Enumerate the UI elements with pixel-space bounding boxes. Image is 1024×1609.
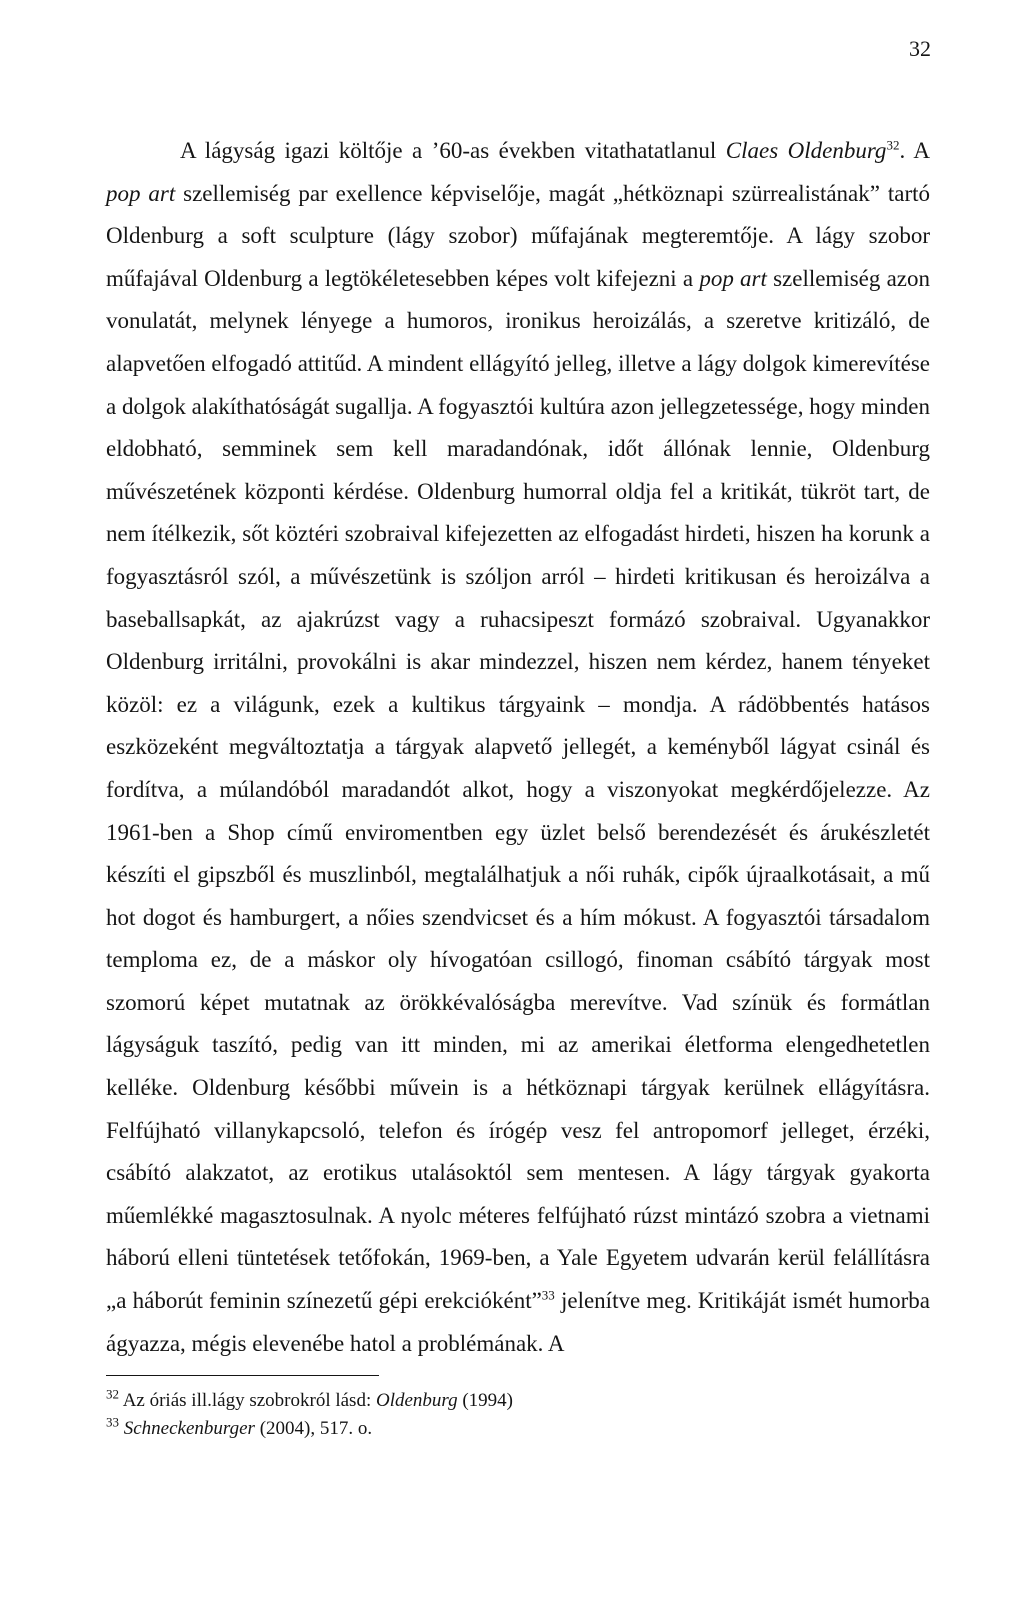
footnote-separator: [106, 1375, 379, 1376]
footnote-33: [106, 1415, 926, 1443]
footnote-number: 32: [106, 1386, 119, 1402]
body-paragraph: [106, 130, 930, 1365]
body-text-segment: szellemiség par exellence képviselője, magát „hétköznapi szürrealistának” tartó Oldenburg a soft sculpture (lágy szobor) műfajának megteremtője. A lágy szobor műfajával Oldenburg a legtökéletesebben képes volt kifejezni a: [106, 180, 931, 291]
footnote-text: (1994): [457, 1390, 514, 1411]
page-number: 32: [909, 36, 931, 61]
footnote-number: 33: [106, 1414, 119, 1430]
body-text-segment: szellemiség azon vonulatát, melynek lényege a humoros, ironikus heroizálás, a szeretve kritizáló, de alapvetően elfogadó attitűd. A mindent ellágyító jelleg, illetve a lágy dolgok kimerevítése a dolgok alakíthatóságát sugallja. A fogyasztói kultúra azon jellegzetessége, hogy minden eldobható, semminek sem kell maradandónak, időt állónak lennie, Oldenburg művészetének központi kérdése. Oldenburg humorral oldja fel a kritikát, tükröt tart, de nem ítélkezik, sőt köztéri szobraival kifejezetten az elfogadást hirdeti, hiszen ha korunk a fogyasztásról szól, a művészetünk is szóljon arról – hirdeti kritikusan és heroizálva a baseballsapkát, az ajakrúzst vagy a ruhacsipeszt formázó szobraival. Ugyanakkor Oldenburg irritálni, provokálni is akar mindezzel, hiszen nem kérdez, hanem tényeket közöl: ez a világunk, ezek a kultikus tárgyaink – mondja. A rádöbbentés hatásos eszközeként megváltoztatja a tárgyak alapvető jellegét, a keményből lágyat csinál és fordítva, a múlandóból maradandót alkot, hogy a viszonyokat megkérdőjelezze. Az 1961-ben a Shop című enviromentben egy üzlet belső berendezését és árukészletét készíti el gipszből és muszlinból, megtalálhatjuk a női ruhák, cipők újraalkotásait, a mű hot dogot és hamburgert, a nőies szendvicset és a hím mókust. A fogyasztói társadalom temploma ez, de a máskor oly hívogatóan csillogó, finoman csábító tárgyak most szomorú képet mutatnak az örökkévalóságba merevítve. Vad színük és formátlan lágyságuk taszító, pedig van itt minden, mi az amerikai életforma elengedhetetlen kelléke. Oldenburg későbbi művein is a hétköznapi tárgyak kerülnek ellágyításra. Felfújható villanykapcsoló, telefon és írógép vesz fel antropomorf jelleget, érzéki, csábító alakzatot, az erotikus utalásoktól sem mentesen. A lágy tárgyak gyakorta műemlékké magasztosulnak. A nyolc méteres felfújható rúzst mintázó szobra a vietnami háború elleni tüntetések tetőfokán, 1969-ben, a Yale Egyetem udvarán kerül felállításra „a háborút feminin színezetű gépi erekcióként”: [106, 265, 930, 1314]
body-text-segment: A lágyság igazi költője a ’60-as években vitathatatlanul: [180, 138, 726, 163]
body-text-segment: . A: [899, 138, 930, 163]
term-pop-art: pop art: [699, 265, 767, 291]
body-text-segment: jelenítve meg. Kritikáját ismét humorba ágyazza, mégis elevenébe hatol a problémának. A: [106, 1288, 930, 1356]
footnote-source: Schneckenburger: [123, 1418, 255, 1439]
footnote-text: Az óriás ill.lágy szobrokról lásd:: [119, 1390, 376, 1411]
footnotes: [106, 1387, 926, 1443]
footnote-32: [106, 1387, 926, 1415]
term-pop-art: pop art: [106, 180, 176, 206]
footnote-ref-32: 32: [886, 137, 900, 153]
artist-name: Claes Oldenburg: [725, 138, 887, 163]
footnote-text: (2004), 517. o.: [254, 1418, 373, 1439]
footnote-source: Oldenburg: [375, 1390, 458, 1411]
footnote-ref-33: 33: [541, 1287, 555, 1303]
